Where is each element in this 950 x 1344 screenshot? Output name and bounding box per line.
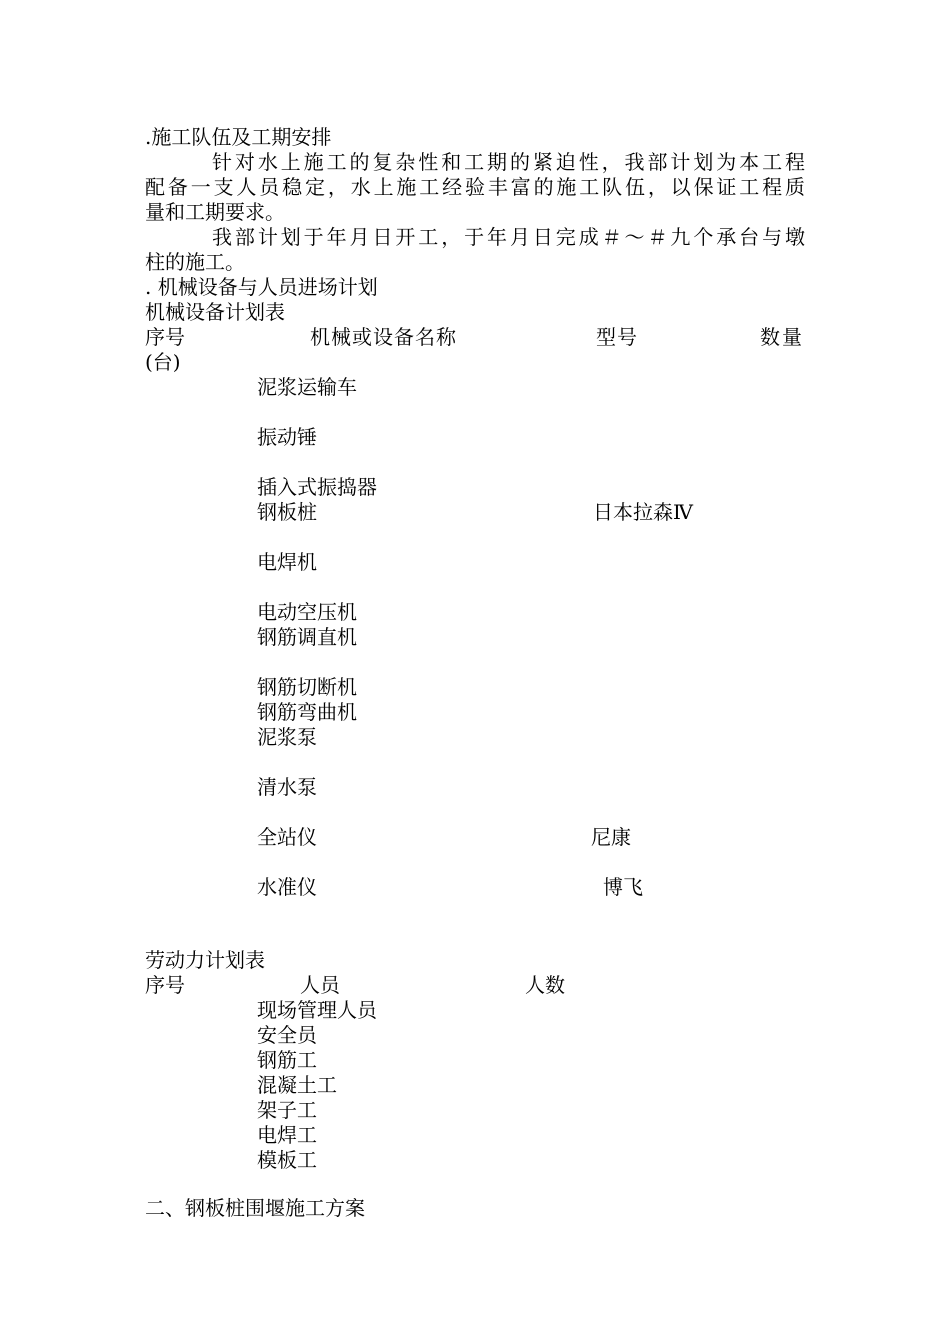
equipment-header-qty-unit: (台) xyxy=(145,350,181,374)
labor-row-person: 混凝土工 xyxy=(257,1073,337,1097)
equipment-row-name: 钢筋调直机 xyxy=(257,625,357,649)
equipment-table-title: 机械设备计划表 xyxy=(145,300,285,324)
paragraph-team-line-2: 配备一支人员稳定，水上施工经验丰富的施工队伍，以保证工程质 xyxy=(145,175,805,199)
equipment-row-name: 插入式振捣器 xyxy=(257,475,377,499)
labor-row-person: 安全员 xyxy=(257,1023,317,1047)
paragraph-team-line-1: 针对水上施工的复杂性和工期的紧迫性，我部计划为本工程 xyxy=(212,150,805,174)
equipment-row-name: 电焊机 xyxy=(257,550,317,574)
labor-row-person: 现场管理人员 xyxy=(257,998,377,1022)
section-heading-team-schedule: .施工队伍及工期安排 xyxy=(145,125,332,149)
equipment-row-name: 水准仪 xyxy=(257,875,317,899)
equipment-row-name: 泥浆泵 xyxy=(257,725,317,749)
equipment-row-name: 全站仪 xyxy=(257,825,317,849)
equipment-header-model: 型号 xyxy=(596,325,638,349)
paragraph-schedule-line-2: 柱的施工。 xyxy=(145,250,245,274)
labor-row-person: 钢筋工 xyxy=(257,1048,317,1072)
section-heading-equipment-personnel: . 机械设备与人员进场计划 xyxy=(145,275,378,299)
labor-row-person: 模板工 xyxy=(257,1148,317,1172)
labor-header-no: 序号 xyxy=(145,973,185,997)
equipment-header-name: 机械或设备名称 xyxy=(310,325,457,349)
equipment-row-model: 博飞 xyxy=(603,875,643,899)
equipment-header-no: 序号 xyxy=(145,325,185,349)
equipment-row-name: 清水泵 xyxy=(257,775,317,799)
paragraph-team-line-3: 量和工期要求。 xyxy=(145,200,285,224)
labor-row-person: 架子工 xyxy=(257,1098,317,1122)
equipment-row-model: 日本拉森Ⅳ xyxy=(593,500,693,524)
equipment-row-name: 钢筋切断机 xyxy=(257,675,357,699)
paragraph-schedule-line-1: 我部计划于年月日开工，于年月日完成＃～＃九个承台与墩 xyxy=(212,225,805,249)
equipment-row-model: 尼康 xyxy=(591,825,631,849)
equipment-row-name: 电动空压机 xyxy=(257,600,357,624)
equipment-row-name: 钢筋弯曲机 xyxy=(257,700,357,724)
section-heading-sheet-pile-cofferdam: 二、钢板桩围堰施工方案 xyxy=(145,1196,365,1220)
labor-header-count: 人数 xyxy=(525,973,565,997)
labor-table-title: 劳动力计划表 xyxy=(145,948,265,972)
equipment-header-qty: 数量 xyxy=(760,325,804,349)
equipment-row-name: 泥浆运输车 xyxy=(257,375,357,399)
labor-row-person: 电焊工 xyxy=(257,1123,317,1147)
equipment-row-name: 振动锤 xyxy=(257,425,317,449)
labor-header-person: 人员 xyxy=(300,973,340,997)
equipment-row-name: 钢板桩 xyxy=(257,500,317,524)
